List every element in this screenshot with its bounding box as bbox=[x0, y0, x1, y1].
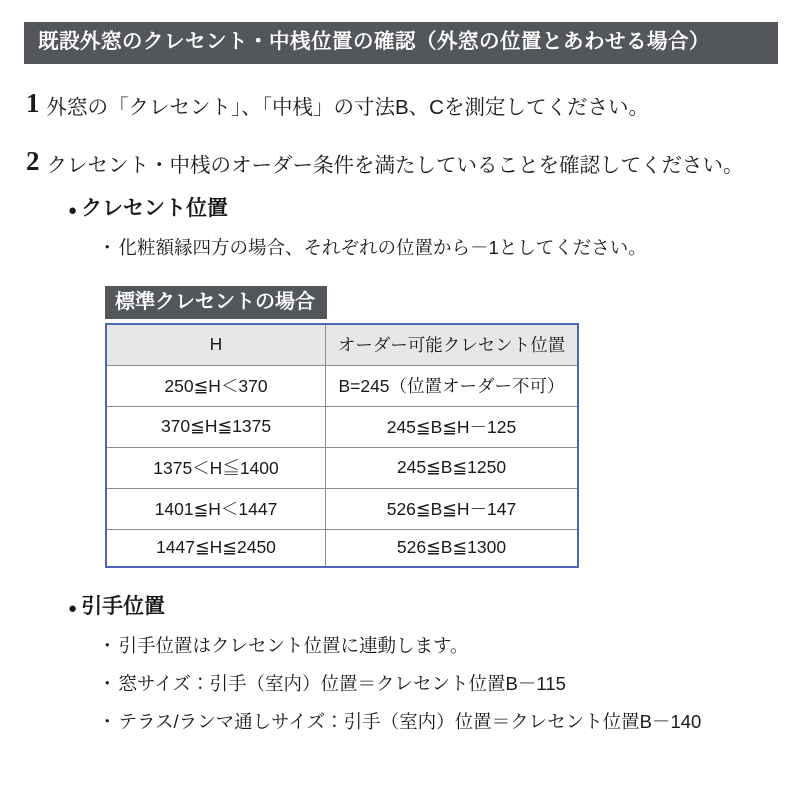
table-cell-position: B=245（位置オーダー不可） bbox=[326, 365, 579, 406]
note-dot-icon: ・ bbox=[98, 710, 117, 732]
table-cell-h: 1401≦H＜1447 bbox=[106, 488, 326, 529]
standard-crescent-table-block bbox=[105, 286, 780, 568]
note-dot-icon: ・ bbox=[98, 672, 117, 694]
table-cell-h: 1447≦H≦2450 bbox=[106, 529, 326, 567]
crescent-position-note bbox=[98, 234, 780, 260]
table-cell-position: 245≦B≦1250 bbox=[326, 447, 579, 488]
handle-position-section bbox=[20, 590, 780, 734]
note-dot-icon: ・ bbox=[98, 236, 117, 258]
table-cell-position: 245≦B≦H－125 bbox=[326, 406, 579, 447]
bullet-dot-icon: ● bbox=[68, 201, 78, 219]
handle-position-note-1-label: 引手位置はクレセント位置に連動します。 bbox=[118, 634, 469, 656]
handle-position-heading-label: 引手位置 bbox=[81, 594, 166, 618]
handle-position-note-3-label: テラス/ランマ通しサイズ：引手（室内）位置＝クレセント位置B－140 bbox=[118, 710, 702, 732]
table-header-row bbox=[106, 324, 578, 366]
handle-position-note-2 bbox=[98, 670, 780, 696]
bullet-dot-icon: ● bbox=[68, 599, 78, 617]
handle-position-note-2-label: 窓サイズ：引手（室内）位置＝クレセント位置B－115 bbox=[118, 672, 566, 694]
table-cell-position: 526≦B≦1300 bbox=[326, 529, 579, 567]
step-2-text: クレセント・中桟のオーダー条件を満たしていることを確認してください。 bbox=[46, 154, 744, 178]
table-header-position: オーダー可能クレセント位置 bbox=[326, 324, 579, 366]
step-2 bbox=[26, 148, 780, 179]
step-2-number: 2 bbox=[26, 146, 40, 177]
table-header-h: H bbox=[106, 324, 326, 366]
step-1-number: 1 bbox=[26, 87, 40, 118]
handle-position-note-3 bbox=[98, 708, 780, 734]
table-row bbox=[106, 447, 578, 488]
handle-position-heading bbox=[68, 590, 780, 620]
table-cell-h: 250≦H＜370 bbox=[106, 365, 326, 406]
step-1 bbox=[26, 87, 780, 121]
table-cell-h: 370≦H≦1375 bbox=[106, 406, 326, 447]
note-dot-icon: ・ bbox=[98, 634, 117, 656]
table-row bbox=[106, 529, 578, 567]
crescent-position-note-label: 化粧額縁四方の場合、それぞれの位置から－1としてください。 bbox=[118, 236, 647, 258]
table-row bbox=[106, 365, 578, 406]
crescent-position-heading-label: クレセント位置 bbox=[81, 196, 229, 220]
table-cell-h: 1375＜H≦1400 bbox=[106, 447, 326, 488]
table-heading: 標準クレセントの場合 bbox=[105, 286, 327, 319]
handle-position-note-1 bbox=[98, 632, 780, 658]
step-1-text: 外窓の「クレセント」、「中桟」の寸法B、Cを測定してください。 bbox=[46, 95, 649, 119]
crescent-position-heading bbox=[68, 192, 780, 222]
table-row bbox=[106, 488, 578, 529]
page-title: 既設外窓のクレセント・中桟位置の確認（外窓の位置とあわせる場合） bbox=[24, 22, 778, 64]
table-row bbox=[106, 406, 578, 447]
standard-crescent-table bbox=[105, 323, 579, 568]
table-cell-position: 526≦B≦H－147 bbox=[326, 488, 579, 529]
